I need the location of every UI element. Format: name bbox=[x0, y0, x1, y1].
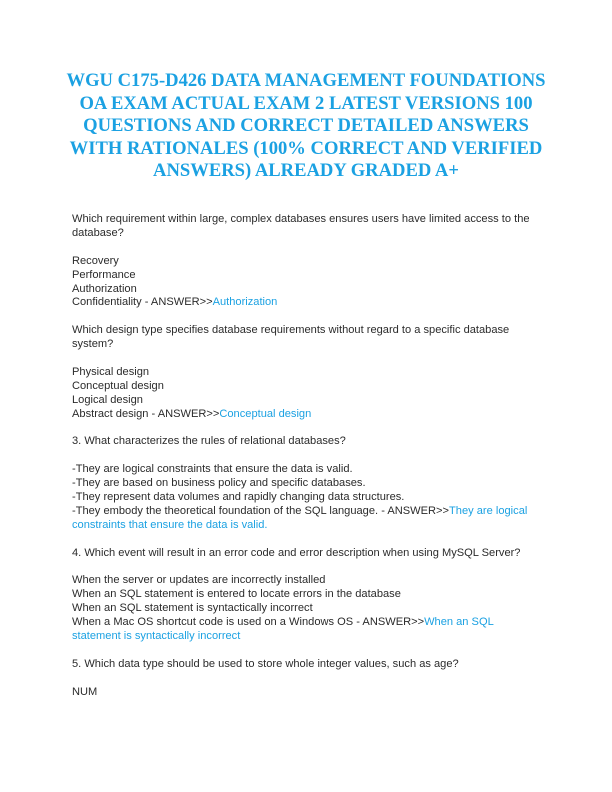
option-item: When an SQL statement is syntactically incorrect bbox=[72, 602, 313, 615]
answer-prefix: - ANSWER>> bbox=[353, 616, 425, 629]
option-item-last bbox=[72, 408, 540, 422]
option-item: Logical design bbox=[72, 393, 143, 406]
option-text: Abstract design bbox=[72, 407, 149, 420]
option-item: When the server or updates are incorrectly installed bbox=[72, 574, 326, 587]
question-text: 5. Which data type should be used to store whole integer values, such as age? bbox=[72, 657, 459, 670]
option-text: When a Mac OS shortcut code is used on a Windows OS bbox=[72, 616, 354, 629]
option-item: -They are logical constraints that ensure the data is valid. bbox=[72, 463, 353, 476]
option-text: -They embody the theoretical foundation of the SQL language. bbox=[72, 504, 379, 517]
question-text: Which design type specifies database requirements without regard to a specific database system? bbox=[72, 324, 510, 351]
question-block bbox=[72, 547, 540, 644]
answer-text: Authorization bbox=[212, 296, 278, 309]
option-list bbox=[72, 366, 540, 422]
option-item: Recovery bbox=[72, 254, 119, 267]
option-item-last bbox=[72, 296, 540, 310]
option-item: Performance bbox=[72, 268, 136, 281]
option-item: When an SQL statement is entered to locate errors in the database bbox=[72, 588, 401, 601]
document-title: WGU C175-D426 DATA MANAGEMENT FOUNDATIONS OA EXAM ACTUAL EXAM 2 LATEST VERSIONS 100 QUESTIONS AND CORRECT DETAILED ANSWERS WITH RATIONALES (100% CORRECT AND VERIFIED ANSWERS) ALREADY GRADED A+ bbox=[66, 70, 546, 182]
option-item: NUM bbox=[72, 685, 98, 698]
question-text: 4. Which event will result in an error code and error description when using MySQL Server? bbox=[72, 546, 521, 559]
option-list bbox=[72, 255, 540, 311]
question-text: 3. What characterizes the rules of relational databases? bbox=[72, 435, 346, 448]
answer-prefix: - ANSWER>> bbox=[141, 296, 213, 309]
option-item: Conceptual design bbox=[72, 379, 164, 392]
question-block bbox=[72, 324, 540, 421]
option-item: Authorization bbox=[72, 282, 137, 295]
option-list bbox=[72, 686, 540, 700]
question-block bbox=[72, 435, 540, 532]
answer-prefix: - ANSWER>> bbox=[148, 407, 220, 420]
answer-text: Conceptual design bbox=[219, 407, 312, 420]
question-text: Which requirement within large, complex databases ensures users have limited access to the database? bbox=[72, 213, 530, 239]
option-item-last bbox=[72, 505, 540, 533]
document-body bbox=[72, 213, 540, 713]
option-list bbox=[72, 574, 540, 644]
answer-text: When an SQL statement is syntactically incorrect bbox=[72, 616, 494, 643]
option-text: Confidentiality bbox=[72, 296, 142, 309]
option-list bbox=[72, 463, 540, 533]
option-item: -They are based on business policy and specific databases. bbox=[72, 477, 366, 490]
answer-text: They are logical constraints that ensure the data is valid. bbox=[72, 504, 528, 531]
option-item: -They represent data volumes and rapidly changing data structures. bbox=[72, 491, 405, 504]
option-item-last bbox=[72, 616, 540, 644]
question-block bbox=[72, 658, 540, 700]
option-item: Physical design bbox=[72, 365, 150, 378]
answer-prefix: - ANSWER>> bbox=[378, 504, 450, 517]
question-block bbox=[72, 213, 540, 310]
